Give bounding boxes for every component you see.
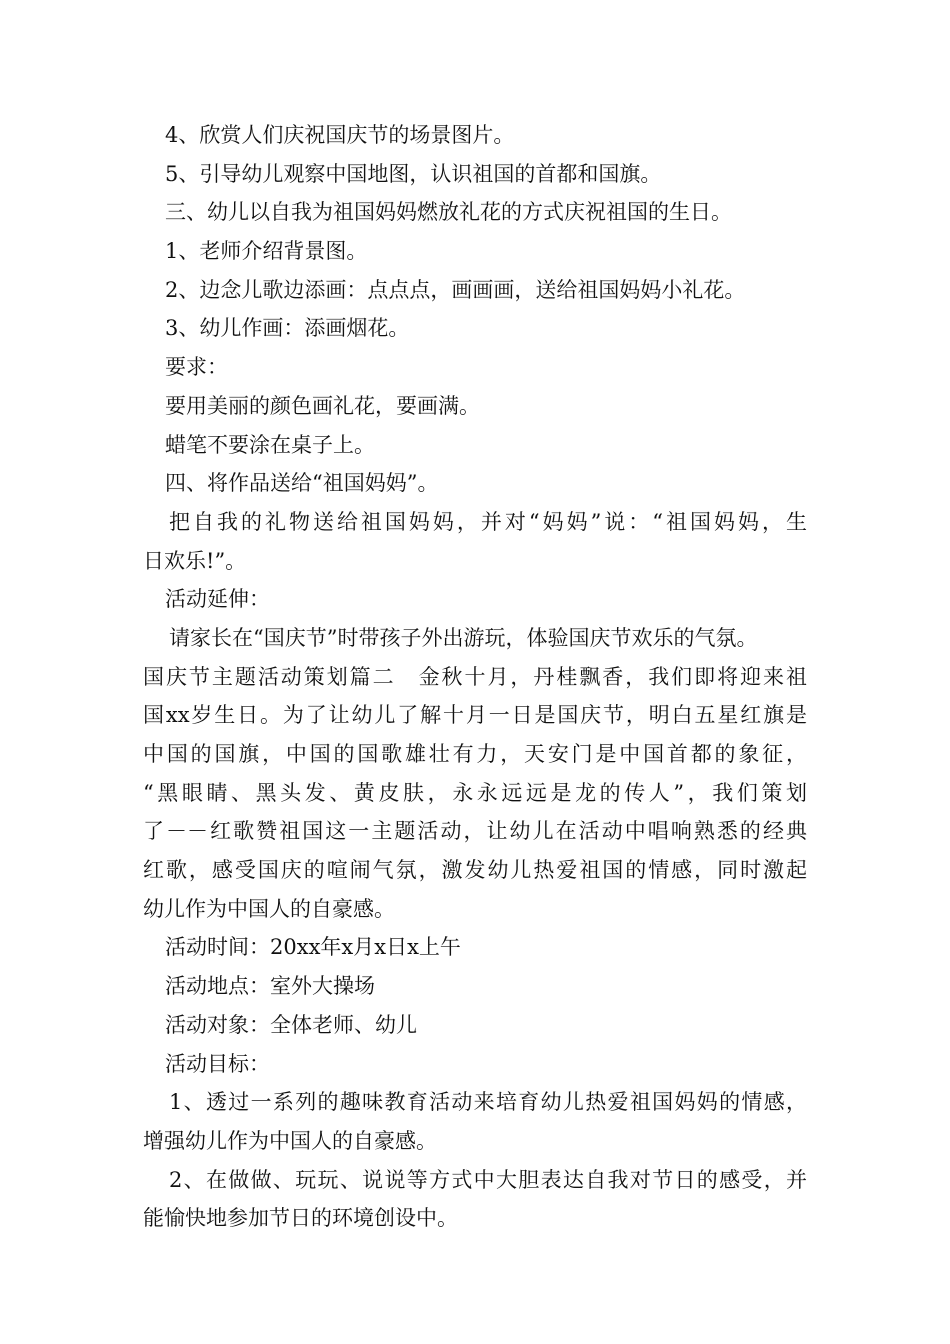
text-line: 活动时间：20xx年x月x日x上午 <box>165 935 461 960</box>
document-body <box>143 116 807 1238</box>
text-line: 活动地点：室外大操场 <box>165 974 375 999</box>
text-line: 4、欣赏人们庆祝国庆节的场景图片。 <box>165 123 515 147</box>
text-line: 中国的国旗，中国的国歌雄壮有力，天安门是中国首都的象征， <box>143 742 807 766</box>
text-line: 1、老师介绍背景图。 <box>165 239 368 264</box>
text-line: 把自我的礼物送给祖国妈妈，并对“妈妈”说：“祖国妈妈，生 <box>169 509 807 534</box>
text-line: 三、幼儿以自我为祖国妈妈燃放礼花的方式庆祝祖国的生日。 <box>165 200 732 225</box>
text-line: 3、幼儿作画：添画烟花。 <box>165 316 410 341</box>
text-line: 活动目标： <box>165 1051 270 1076</box>
text-line: 日欢乐!”。 <box>143 548 247 573</box>
text-line: 蜡笔不要涂在桌子上。 <box>165 432 375 457</box>
text-line: 增强幼儿作为中国人的自豪感。 <box>143 1128 437 1153</box>
text-line: 要求： <box>165 355 228 380</box>
text-line: 红歌，感受国庆的喧闹气氛，激发幼儿热爱祖国的情感，同时激起 <box>143 858 807 883</box>
text-line: 要用美丽的颜色画礼花，要画满。 <box>165 393 480 418</box>
text-line: 幼儿作为中国人的自豪感。 <box>143 896 395 921</box>
text-line: 5、引导幼儿观察中国地图，认识祖国的首都和国旗。 <box>165 161 662 186</box>
text-line: 国xx岁生日。为了让幼儿了解十月一日是国庆节，明白五星红旗是 <box>143 703 807 728</box>
text-line: 能愉快地参加节日的环境创设中。 <box>143 1206 458 1231</box>
text-line: 1、透过一系列的趣味教育活动来培育幼儿热爱祖国妈妈的情感， <box>169 1090 807 1115</box>
text-line: 四、将作品送给“祖国妈妈”。 <box>165 471 439 496</box>
text-line: 活动延伸： <box>165 587 270 612</box>
text-line: 活动对象：全体老师、幼儿 <box>165 1012 417 1037</box>
text-line: 国庆节主题活动策划篇二 金秋十月，丹桂飘香，我们即将迎来祖 <box>143 664 807 689</box>
text-line: 请家长在“国庆节”时带孩子外出游玩，体验国庆节欢乐的气氛。 <box>169 625 758 650</box>
text-line: 2、在做做、玩玩、说说等方式中大胆表达自我对节日的感受，并 <box>169 1167 807 1192</box>
text-line: 2、边念儿歌边添画：点点点，画画画，送给祖国妈妈小礼花。 <box>165 277 746 302</box>
text-line: “黑眼睛、黑头发、黄皮肤，永永远远是龙的传人”，我们策划 <box>143 780 807 805</box>
text-line: 了－－红歌赞祖国这一主题活动，让幼儿在活动中唱响熟悉的经典 <box>143 819 807 844</box>
